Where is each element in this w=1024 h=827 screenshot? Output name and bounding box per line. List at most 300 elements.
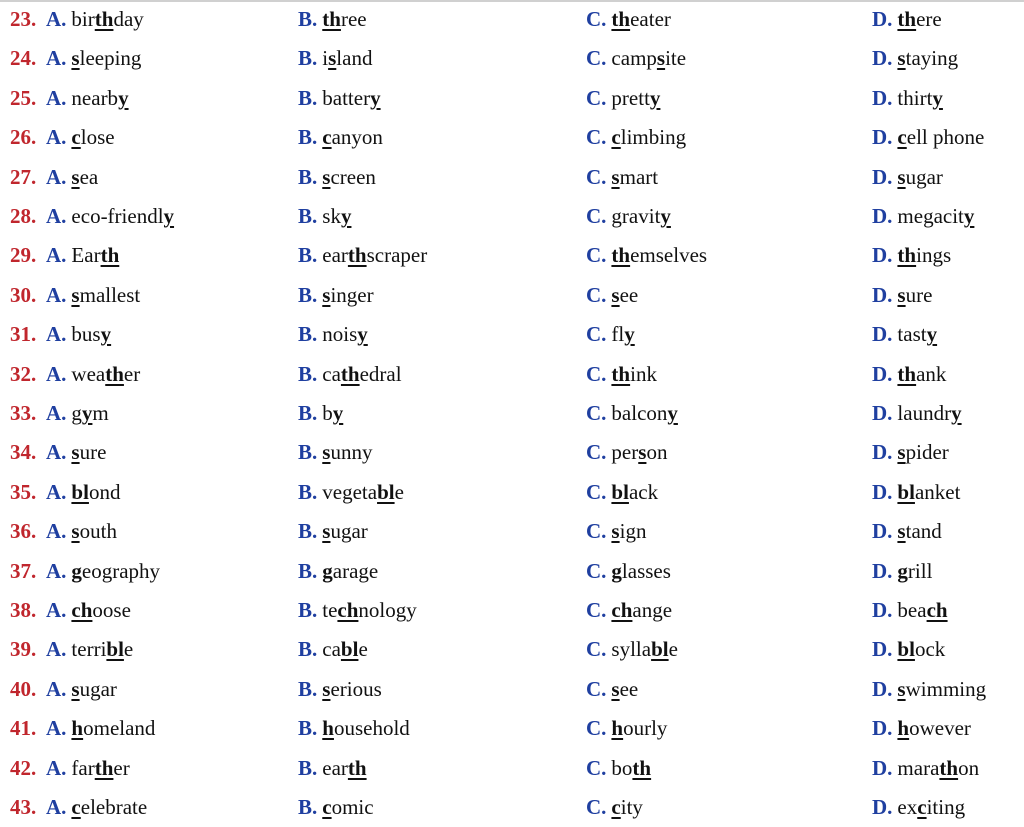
option-word: [897, 125, 984, 149]
option-word: [611, 716, 667, 740]
question-row: [0, 473, 1024, 512]
option-d: [872, 355, 946, 394]
option-letter: D.: [872, 46, 893, 71]
option-word: [611, 637, 678, 661]
option-b: [298, 276, 374, 315]
option-word: [71, 716, 155, 740]
option-letter: D.: [872, 755, 893, 780]
option-letter: A.: [46, 46, 67, 71]
word-start: ear: [322, 755, 348, 780]
word-end: land: [336, 46, 373, 71]
option-letter: C.: [586, 637, 607, 662]
option-word: [71, 559, 160, 583]
option-word: [71, 440, 106, 464]
option-letter: B.: [298, 755, 318, 780]
underlined-sound: y: [163, 204, 175, 228]
option-word: [71, 204, 174, 228]
option-word: [322, 283, 373, 307]
word-end: ea: [79, 164, 99, 189]
word-end: er: [123, 361, 141, 386]
word-start: bus: [71, 322, 101, 347]
option-word: [897, 795, 965, 819]
underlined-sound: bl: [71, 479, 89, 504]
underlined-sound: y: [81, 401, 93, 425]
option-letter: A.: [46, 440, 67, 465]
word-end: eography: [81, 558, 161, 583]
underlined-sound: c: [322, 125, 332, 150]
option-b: [298, 315, 368, 354]
question-row: [0, 591, 1024, 630]
underlined-sound: th: [611, 243, 631, 268]
word-end: ugar: [330, 519, 368, 544]
underlined-sound: y: [649, 85, 661, 110]
word-end: tand: [905, 519, 942, 544]
option-c: [586, 118, 686, 157]
option-word: [322, 165, 376, 189]
word-end: iting: [926, 795, 966, 819]
option-word: [897, 480, 960, 504]
option-letter: B.: [298, 401, 318, 425]
underlined-sound: y: [963, 204, 975, 228]
word-end: lasses: [621, 558, 671, 583]
option-letter: A.: [46, 204, 67, 228]
underlined-sound: bl: [106, 637, 124, 662]
question-row: [0, 118, 1024, 157]
option-d: [872, 709, 971, 748]
option-d: [872, 118, 984, 157]
underlined-sound: th: [897, 361, 917, 386]
option-letter: B.: [298, 598, 318, 622]
question-number: 36.: [10, 519, 37, 544]
underlined-sound: ch: [71, 598, 93, 622]
option-d: [872, 39, 958, 78]
word-end: taying: [905, 46, 959, 71]
option-word: [71, 519, 117, 543]
word-end: anket: [914, 479, 961, 504]
option-letter: B.: [298, 282, 318, 307]
underlined-sound: c: [322, 795, 332, 819]
option-a: [46, 118, 115, 157]
word-end: ack: [628, 479, 659, 504]
option-letter: D.: [872, 361, 893, 386]
option-word: [322, 204, 351, 228]
option-word: [322, 7, 366, 31]
word-start: sylla: [611, 637, 652, 662]
option-a: [46, 749, 130, 788]
option-letter: C.: [586, 558, 607, 583]
underlined-sound: c: [611, 125, 621, 150]
question-number: 40.: [10, 676, 37, 701]
option-c: [586, 158, 658, 197]
word-end: ure: [79, 440, 107, 465]
option-c: [586, 709, 667, 748]
word-start: batter: [322, 85, 371, 110]
option-a: [46, 276, 140, 315]
underlined-sound: ch: [611, 598, 633, 622]
option-a: [46, 79, 129, 118]
word-start: far: [71, 755, 95, 780]
option-word: [611, 756, 651, 780]
underlined-sound: s: [71, 46, 80, 71]
option-letter: A.: [46, 7, 67, 31]
option-letter: A.: [46, 479, 67, 504]
word-start: prett: [611, 85, 650, 110]
question-number: 29.: [10, 243, 37, 268]
option-letter: A.: [46, 401, 67, 425]
word-start: nearb: [71, 85, 119, 110]
underlined-sound: th: [94, 7, 114, 31]
word-end: omeland: [83, 716, 156, 741]
question-row: [0, 276, 1024, 315]
option-word: [71, 598, 131, 622]
option-word: [897, 519, 941, 543]
option-a: [46, 236, 119, 275]
option-letter: A.: [46, 795, 67, 819]
word-start: Ear: [71, 243, 101, 268]
underlined-sound: c: [917, 795, 927, 819]
word-end: ugar: [905, 164, 943, 189]
option-word: [322, 243, 427, 267]
option-word: [322, 559, 378, 583]
question-row: [0, 670, 1024, 709]
underlined-sound: g: [611, 558, 622, 583]
question-row: [0, 630, 1024, 669]
option-a: [46, 355, 140, 394]
option-word: [71, 46, 141, 70]
option-word: [322, 795, 373, 819]
option-word: [71, 480, 120, 504]
option-d: [872, 433, 949, 472]
word-start: ca: [322, 361, 341, 386]
word-end: emselves: [630, 243, 708, 268]
option-word: [322, 480, 404, 504]
option-b: [298, 473, 404, 512]
underlined-sound: s: [897, 164, 906, 189]
option-word: [71, 637, 133, 661]
option-letter: D.: [872, 519, 893, 544]
word-end: ere: [916, 7, 942, 31]
underlined-sound: y: [660, 204, 671, 228]
question-number: 42.: [10, 755, 37, 780]
word-end: mallest: [79, 282, 141, 307]
underlined-sound: bl: [651, 637, 669, 662]
option-a: [46, 670, 117, 709]
option-d: [872, 79, 943, 118]
option-b: [298, 355, 402, 394]
underlined-sound: s: [897, 440, 906, 465]
word-end: rill: [907, 558, 933, 583]
option-a: [46, 158, 98, 197]
question-number: 43.: [10, 795, 37, 819]
option-word: [322, 86, 380, 110]
option-d: [872, 670, 986, 709]
option-d: [872, 0, 942, 39]
word-end: day: [113, 7, 144, 31]
word-start: fl: [611, 322, 625, 347]
option-letter: A.: [46, 558, 67, 583]
underlined-sound: s: [611, 676, 620, 701]
word-start: balcon: [611, 401, 668, 425]
option-letter: D.: [872, 282, 893, 307]
option-letter: B.: [298, 243, 318, 268]
question-row: [0, 315, 1024, 354]
option-c: [586, 315, 635, 354]
word-end: e: [394, 479, 404, 504]
option-letter: B.: [298, 519, 318, 544]
option-d: [872, 276, 932, 315]
word-start: ca: [322, 637, 341, 662]
word-start: b: [322, 401, 333, 425]
underlined-sound: s: [322, 519, 331, 544]
underlined-sound: y: [370, 85, 381, 110]
option-letter: B.: [298, 795, 318, 819]
underlined-sound: s: [611, 282, 620, 307]
word-end: elebrate: [80, 795, 148, 819]
option-word: [71, 401, 108, 425]
question-number: 32.: [10, 361, 37, 386]
option-word: [611, 677, 638, 701]
underlined-sound: y: [332, 401, 344, 425]
option-letter: C.: [586, 204, 607, 228]
word-end: ee: [619, 282, 639, 307]
option-d: [872, 394, 962, 433]
option-letter: C.: [586, 598, 607, 622]
word-end: nology: [358, 598, 417, 622]
word-end: ite: [665, 46, 687, 71]
option-word: [897, 283, 932, 307]
option-word: [611, 7, 670, 31]
underlined-sound: y: [951, 401, 962, 425]
option-b: [298, 118, 383, 157]
question-row: [0, 0, 1024, 39]
option-word: [71, 283, 140, 307]
word-end: ink: [630, 361, 657, 386]
option-letter: B.: [298, 85, 318, 110]
question-number: 38.: [10, 598, 37, 622]
option-letter: D.: [872, 479, 893, 504]
option-d: [872, 315, 937, 354]
underlined-sound: c: [71, 795, 81, 819]
underlined-sound: s: [638, 440, 647, 465]
word-start: g: [71, 401, 82, 425]
option-word: [611, 243, 707, 267]
word-start: bir: [71, 7, 95, 31]
option-c: [586, 79, 660, 118]
word-start: vegeta: [322, 479, 378, 504]
underlined-sound: s: [611, 519, 620, 544]
option-word: [897, 46, 958, 70]
underlined-sound: bl: [340, 637, 359, 662]
option-letter: D.: [872, 7, 893, 31]
option-word: [897, 637, 945, 661]
option-b: [298, 749, 367, 788]
underlined-sound: s: [656, 46, 666, 71]
option-word: [322, 362, 401, 386]
underlined-sound: s: [897, 519, 906, 544]
word-start: eco-friendl: [71, 204, 164, 228]
option-letter: A.: [46, 243, 67, 268]
underlined-sound: th: [322, 7, 341, 31]
option-word: [322, 401, 343, 425]
option-word: [71, 677, 117, 701]
option-word: [897, 756, 979, 780]
option-word: [611, 559, 671, 583]
underlined-sound: ch: [337, 598, 359, 622]
option-letter: C.: [586, 519, 607, 544]
option-word: [897, 716, 971, 740]
option-letter: A.: [46, 637, 67, 662]
option-d: [872, 512, 942, 551]
option-letter: B.: [298, 479, 318, 504]
word-start: megacit: [897, 204, 964, 228]
question-row: [0, 355, 1024, 394]
option-a: [46, 630, 133, 669]
option-b: [298, 630, 368, 669]
option-letter: D.: [872, 322, 893, 347]
word-start: bo: [611, 755, 633, 780]
option-a: [46, 591, 131, 630]
underlined-sound: bl: [611, 479, 629, 504]
option-letter: A.: [46, 322, 67, 347]
option-word: [71, 165, 98, 189]
word-end: ond: [88, 479, 121, 504]
word-start: nois: [322, 322, 358, 347]
underlined-sound: s: [322, 282, 331, 307]
word-start: tast: [897, 322, 927, 347]
question-number: 41.: [10, 716, 37, 741]
word-end: eater: [630, 7, 671, 31]
option-a: [46, 197, 174, 236]
option-d: [872, 473, 960, 512]
word-end: creen: [330, 164, 376, 189]
underlined-sound: s: [897, 282, 906, 307]
option-c: [586, 788, 643, 827]
option-letter: C.: [586, 479, 607, 504]
option-letter: C.: [586, 85, 607, 110]
underlined-sound: y: [932, 85, 943, 110]
underlined-sound: s: [322, 440, 331, 465]
option-c: [586, 355, 657, 394]
option-d: [872, 552, 932, 591]
underlined-sound: bl: [377, 479, 395, 504]
option-a: [46, 433, 106, 472]
underlined-sound: y: [118, 85, 129, 110]
option-a: [46, 315, 111, 354]
underlined-sound: th: [632, 755, 652, 780]
word-end: ugar: [79, 676, 117, 701]
option-a: [46, 39, 141, 78]
underlined-sound: th: [611, 7, 631, 31]
underlined-sound: y: [340, 204, 352, 228]
word-end: wimming: [905, 676, 987, 701]
option-word: [897, 362, 946, 386]
option-letter: D.: [872, 716, 893, 741]
option-d: [872, 630, 945, 669]
underlined-sound: bl: [897, 479, 915, 504]
option-letter: D.: [872, 676, 893, 701]
word-end: arage: [332, 558, 379, 583]
option-b: [298, 512, 368, 551]
word-end: erious: [330, 676, 382, 701]
option-letter: C.: [586, 243, 607, 268]
option-word: [897, 401, 961, 425]
underlined-sound: s: [322, 164, 331, 189]
word-end: er: [113, 755, 130, 780]
option-letter: B.: [298, 125, 318, 150]
underlined-sound: y: [926, 322, 938, 347]
option-b: [298, 39, 372, 78]
option-word: [611, 795, 643, 819]
option-word: [611, 598, 672, 622]
option-word: [71, 362, 140, 386]
option-word: [611, 362, 657, 386]
word-end: omic: [331, 795, 374, 819]
option-letter: C.: [586, 795, 607, 819]
underlined-sound: th: [939, 755, 959, 780]
option-c: [586, 749, 651, 788]
option-c: [586, 236, 707, 275]
option-word: [71, 756, 129, 780]
option-d: [872, 158, 943, 197]
option-d: [872, 197, 974, 236]
option-letter: D.: [872, 243, 893, 268]
word-end: outh: [79, 519, 117, 544]
option-word: [611, 283, 638, 307]
question-row: [0, 394, 1024, 433]
option-letter: B.: [298, 361, 318, 386]
option-b: [298, 158, 376, 197]
option-word: [897, 598, 947, 622]
option-letter: C.: [586, 361, 607, 386]
option-letter: A.: [46, 164, 67, 189]
option-word: [611, 322, 634, 346]
option-word: [897, 243, 951, 267]
option-word: [897, 440, 948, 464]
option-word: [322, 637, 368, 661]
underlined-sound: h: [611, 716, 624, 741]
option-d: [872, 236, 951, 275]
option-letter: C.: [586, 322, 607, 347]
option-b: [298, 236, 427, 275]
option-letter: B.: [298, 46, 318, 71]
option-letter: A.: [46, 598, 67, 622]
question-row: [0, 433, 1024, 472]
option-word: [322, 440, 372, 464]
question-number: 33.: [10, 401, 37, 425]
option-letter: B.: [298, 204, 318, 228]
option-letter: A.: [46, 716, 67, 741]
word-end: inger: [330, 282, 374, 307]
option-word: [611, 440, 667, 464]
option-word: [611, 46, 686, 70]
underlined-sound: s: [897, 46, 906, 71]
option-c: [586, 630, 678, 669]
option-letter: A.: [46, 361, 67, 386]
option-c: [586, 394, 678, 433]
question-row: [0, 552, 1024, 591]
word-end: on: [646, 440, 668, 465]
word-start: ear: [322, 243, 348, 268]
option-letter: A.: [46, 85, 67, 110]
word-end: e: [123, 637, 134, 662]
option-word: [322, 125, 383, 149]
option-d: [872, 591, 948, 630]
word-end: scraper: [366, 243, 428, 268]
option-a: [46, 552, 160, 591]
word-start: mara: [897, 755, 940, 780]
option-b: [298, 0, 367, 39]
underlined-sound: s: [322, 676, 331, 701]
